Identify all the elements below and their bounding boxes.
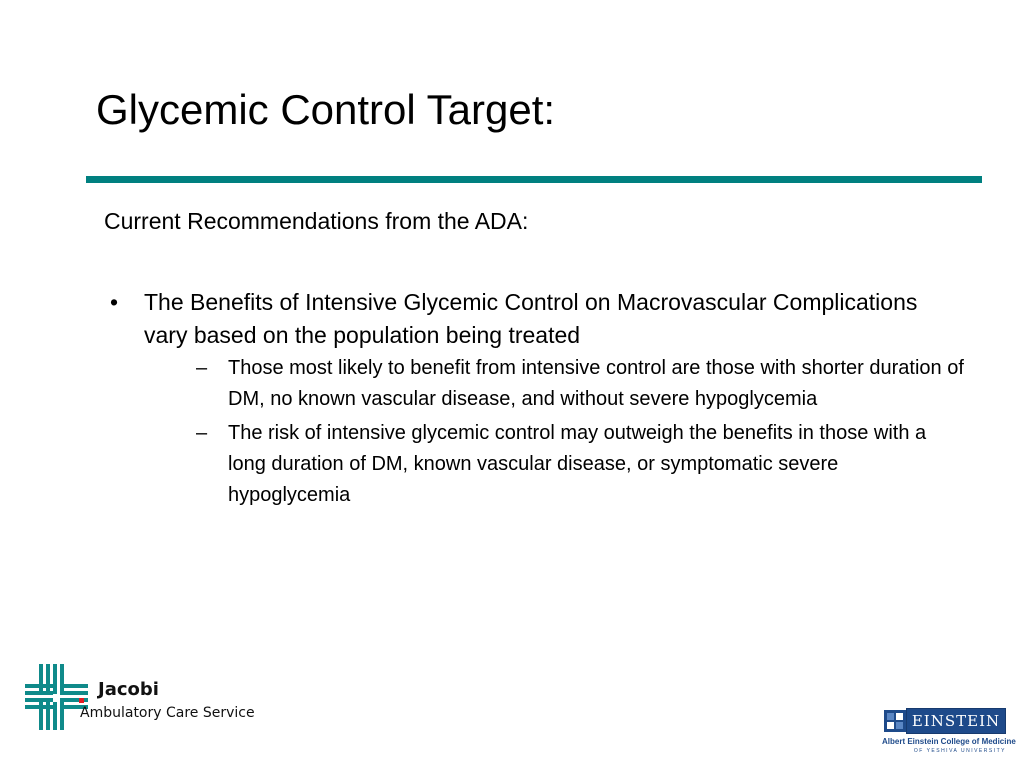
bullet-item: [104, 286, 964, 511]
einstein-university: OF YESHIVA UNIVERSITY: [913, 748, 1006, 754]
jacobi-logo: [24, 662, 264, 734]
jacobi-cross-icon: [24, 662, 90, 732]
bullet-marker: •: [109, 289, 119, 315]
slide-title: Glycemic Control Target:: [96, 86, 556, 133]
sub-bullet-list: [144, 353, 964, 511]
einstein-wordmark: EINSTEIN: [906, 708, 1006, 734]
sub-bullet-item: [144, 353, 964, 415]
bullet-list: [104, 286, 964, 514]
einstein-logo: [880, 708, 1016, 758]
bullet-text: The Benefits of Intensive Glycemic Control on Macrovascular Complications vary based on the population being treated: [144, 289, 918, 348]
sub-bullet-text: Those most likely to benefit from intensive control are those with shorter duration of DM, no known vascular disease, and without severe hypoglycemia: [228, 357, 964, 410]
jacobi-subtitle: Ambulatory Care Service: [80, 705, 255, 721]
einstein-emblem-icon: [884, 710, 906, 732]
jacobi-name: Jacobi: [98, 679, 159, 700]
sub-bullet-item: [144, 418, 964, 511]
sub-bullet-marker: –: [196, 422, 208, 444]
sub-bullet-text: The risk of intensive glycemic control may outweigh the benefits in those with a long duration of DM, known vascular disease, or symptomatic severe hypoglycemia: [228, 422, 927, 506]
sub-bullet-marker: –: [196, 357, 208, 379]
intro-text: Current Recommendations from the ADA:: [104, 208, 529, 234]
einstein-college: Albert Einstein College of Medicine: [882, 737, 1016, 746]
title-divider: [86, 176, 982, 183]
